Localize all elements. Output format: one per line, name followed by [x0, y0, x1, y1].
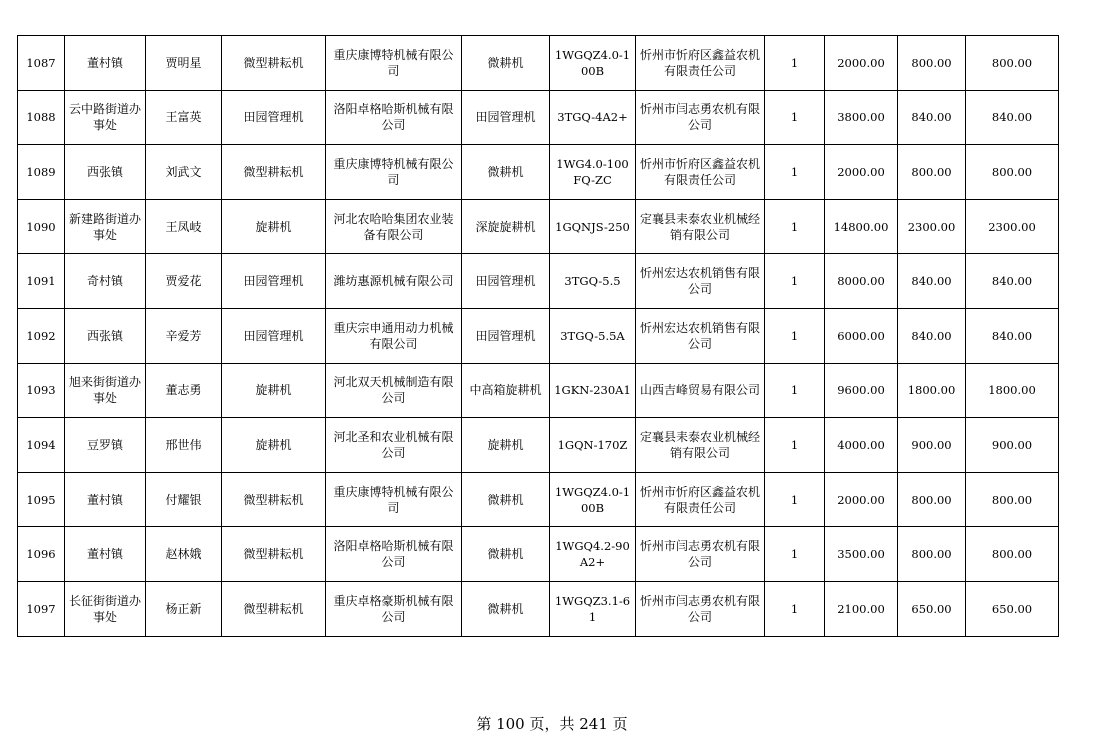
cell-product: 田园管理机: [462, 308, 550, 363]
cell-id: 1088: [18, 90, 65, 145]
cell-model: 1GQNJS-250: [550, 199, 636, 254]
table-row: [18, 581, 1059, 636]
cell-quantity: 1: [765, 472, 825, 527]
cell-subsidy: 800.00: [898, 36, 966, 91]
cell-total-subsidy: 800.00: [966, 145, 1059, 200]
subsidy-table: [17, 35, 1059, 637]
cell-town: 董村镇: [65, 36, 146, 91]
cell-name: 邢世伟: [146, 418, 222, 473]
cell-category: 旋耕机: [222, 363, 326, 418]
cell-manufacturer: 河北农哈哈集团农业装备有限公司: [326, 199, 462, 254]
cell-dealer: 忻州市忻府区鑫益农机有限责任公司: [636, 145, 765, 200]
cell-price: 4000.00: [825, 418, 898, 473]
cell-model: 1WG4.0-100FQ-ZC: [550, 145, 636, 200]
cell-manufacturer: 重庆康博特机械有限公司: [326, 36, 462, 91]
cell-subsidy: 840.00: [898, 254, 966, 309]
cell-model: 1WGQZ4.0-100B: [550, 472, 636, 527]
cell-product: 中高箱旋耕机: [462, 363, 550, 418]
cell-price: 8000.00: [825, 254, 898, 309]
cell-total-subsidy: 1800.00: [966, 363, 1059, 418]
cell-dealer: 定襄县耒泰农业机械经销有限公司: [636, 199, 765, 254]
cell-dealer: 忻州宏达农机销售有限公司: [636, 254, 765, 309]
cell-category: 田园管理机: [222, 308, 326, 363]
table-row: [18, 254, 1059, 309]
cell-dealer: 忻州市闫志勇农机有限公司: [636, 527, 765, 582]
cell-model: 3TGQ-5.5A: [550, 308, 636, 363]
cell-subsidy: 800.00: [898, 472, 966, 527]
cell-price: 14800.00: [825, 199, 898, 254]
cell-total-subsidy: 900.00: [966, 418, 1059, 473]
cell-quantity: 1: [765, 363, 825, 418]
table-row: [18, 90, 1059, 145]
cell-quantity: 1: [765, 199, 825, 254]
cell-product: 微耕机: [462, 581, 550, 636]
cell-id: 1090: [18, 199, 65, 254]
cell-quantity: 1: [765, 308, 825, 363]
cell-id: 1097: [18, 581, 65, 636]
cell-town: 西张镇: [65, 145, 146, 200]
table-row: [18, 363, 1059, 418]
cell-id: 1096: [18, 527, 65, 582]
cell-name: 赵林娥: [146, 527, 222, 582]
cell-price: 2100.00: [825, 581, 898, 636]
cell-manufacturer: 河北圣和农业机械有限公司: [326, 418, 462, 473]
cell-price: 6000.00: [825, 308, 898, 363]
cell-name: 王凤岐: [146, 199, 222, 254]
cell-subsidy: 900.00: [898, 418, 966, 473]
cell-subsidy: 800.00: [898, 145, 966, 200]
table-row: [18, 418, 1059, 473]
cell-town: 奇村镇: [65, 254, 146, 309]
cell-town: 西张镇: [65, 308, 146, 363]
cell-dealer: 山西吉峰贸易有限公司: [636, 363, 765, 418]
cell-dealer: 忻州市闫志勇农机有限公司: [636, 581, 765, 636]
cell-quantity: 1: [765, 36, 825, 91]
cell-town: 长征街街道办事处: [65, 581, 146, 636]
cell-subsidy: 840.00: [898, 90, 966, 145]
cell-total-subsidy: 800.00: [966, 527, 1059, 582]
cell-name: 贾明星: [146, 36, 222, 91]
cell-manufacturer: 重庆康博特机械有限公司: [326, 145, 462, 200]
cell-price: 9600.00: [825, 363, 898, 418]
cell-model: 1WGQ4.2-90A2+: [550, 527, 636, 582]
cell-category: 微型耕耘机: [222, 581, 326, 636]
cell-category: 旋耕机: [222, 418, 326, 473]
cell-quantity: 1: [765, 145, 825, 200]
cell-model: 1GKN-230A1: [550, 363, 636, 418]
cell-total-subsidy: 2300.00: [966, 199, 1059, 254]
cell-total-subsidy: 840.00: [966, 254, 1059, 309]
cell-total-subsidy: 840.00: [966, 90, 1059, 145]
cell-id: 1092: [18, 308, 65, 363]
cell-total-subsidy: 650.00: [966, 581, 1059, 636]
cell-manufacturer: 洛阳卓格哈斯机械有限公司: [326, 90, 462, 145]
cell-total-subsidy: 840.00: [966, 308, 1059, 363]
cell-id: 1089: [18, 145, 65, 200]
cell-category: 微型耕耘机: [222, 472, 326, 527]
table-row: [18, 472, 1059, 527]
cell-category: 旋耕机: [222, 199, 326, 254]
cell-name: 王富英: [146, 90, 222, 145]
cell-manufacturer: 重庆宗申通用动力机械有限公司: [326, 308, 462, 363]
cell-name: 付耀银: [146, 472, 222, 527]
cell-manufacturer: 重庆康博特机械有限公司: [326, 472, 462, 527]
cell-category: 田园管理机: [222, 90, 326, 145]
cell-product: 微耕机: [462, 527, 550, 582]
cell-category: 田园管理机: [222, 254, 326, 309]
cell-id: 1087: [18, 36, 65, 91]
cell-category: 微型耕耘机: [222, 145, 326, 200]
cell-model: 1WGQZ4.0-100B: [550, 36, 636, 91]
cell-manufacturer: 河北双天机械制造有限公司: [326, 363, 462, 418]
cell-id: 1091: [18, 254, 65, 309]
cell-subsidy: 1800.00: [898, 363, 966, 418]
cell-dealer: 忻州市忻府区鑫益农机有限责任公司: [636, 36, 765, 91]
cell-dealer: 忻州宏达农机销售有限公司: [636, 308, 765, 363]
cell-manufacturer: 重庆卓格豪斯机械有限公司: [326, 581, 462, 636]
cell-model: 3TGQ-4A2+: [550, 90, 636, 145]
cell-name: 杨正新: [146, 581, 222, 636]
cell-total-subsidy: 800.00: [966, 472, 1059, 527]
cell-quantity: 1: [765, 581, 825, 636]
cell-product: 田园管理机: [462, 90, 550, 145]
cell-quantity: 1: [765, 527, 825, 582]
cell-dealer: 忻州市闫志勇农机有限公司: [636, 90, 765, 145]
cell-price: 2000.00: [825, 145, 898, 200]
table-row: [18, 36, 1059, 91]
cell-manufacturer: 洛阳卓格哈斯机械有限公司: [326, 527, 462, 582]
table-body: [18, 36, 1059, 637]
cell-model: 1GQN-170Z: [550, 418, 636, 473]
cell-product: 微耕机: [462, 36, 550, 91]
cell-product: 微耕机: [462, 145, 550, 200]
cell-product: 旋耕机: [462, 418, 550, 473]
cell-category: 微型耕耘机: [222, 36, 326, 91]
cell-name: 董志勇: [146, 363, 222, 418]
cell-model: 1WGQZ3.1-61: [550, 581, 636, 636]
cell-town: 云中路街道办事处: [65, 90, 146, 145]
page-number-footer: 第 100 页，共 241 页: [476, 715, 628, 733]
cell-model: 3TGQ-5.5: [550, 254, 636, 309]
cell-town: 新建路街道办事处: [65, 199, 146, 254]
cell-id: 1095: [18, 472, 65, 527]
cell-id: 1093: [18, 363, 65, 418]
cell-manufacturer: 潍坊惠源机械有限公司: [326, 254, 462, 309]
cell-town: 旭来街街道办事处: [65, 363, 146, 418]
cell-town: 豆罗镇: [65, 418, 146, 473]
cell-town: 董村镇: [65, 472, 146, 527]
cell-product: 深旋旋耕机: [462, 199, 550, 254]
table-row: [18, 199, 1059, 254]
cell-price: 3800.00: [825, 90, 898, 145]
cell-town: 董村镇: [65, 527, 146, 582]
cell-name: 刘武文: [146, 145, 222, 200]
cell-subsidy: 840.00: [898, 308, 966, 363]
cell-product: 田园管理机: [462, 254, 550, 309]
cell-name: 辛爱芳: [146, 308, 222, 363]
cell-quantity: 1: [765, 254, 825, 309]
cell-product: 微耕机: [462, 472, 550, 527]
table-row: [18, 308, 1059, 363]
cell-dealer: 定襄县耒泰农业机械经销有限公司: [636, 418, 765, 473]
cell-category: 微型耕耘机: [222, 527, 326, 582]
cell-total-subsidy: 800.00: [966, 36, 1059, 91]
cell-price: 2000.00: [825, 36, 898, 91]
cell-dealer: 忻州市忻府区鑫益农机有限责任公司: [636, 472, 765, 527]
table-row: [18, 527, 1059, 582]
cell-subsidy: 650.00: [898, 581, 966, 636]
cell-subsidy: 800.00: [898, 527, 966, 582]
cell-id: 1094: [18, 418, 65, 473]
cell-price: 3500.00: [825, 527, 898, 582]
cell-subsidy: 2300.00: [898, 199, 966, 254]
cell-quantity: 1: [765, 90, 825, 145]
table-row: [18, 145, 1059, 200]
cell-quantity: 1: [765, 418, 825, 473]
cell-price: 2000.00: [825, 472, 898, 527]
cell-name: 贾爱花: [146, 254, 222, 309]
